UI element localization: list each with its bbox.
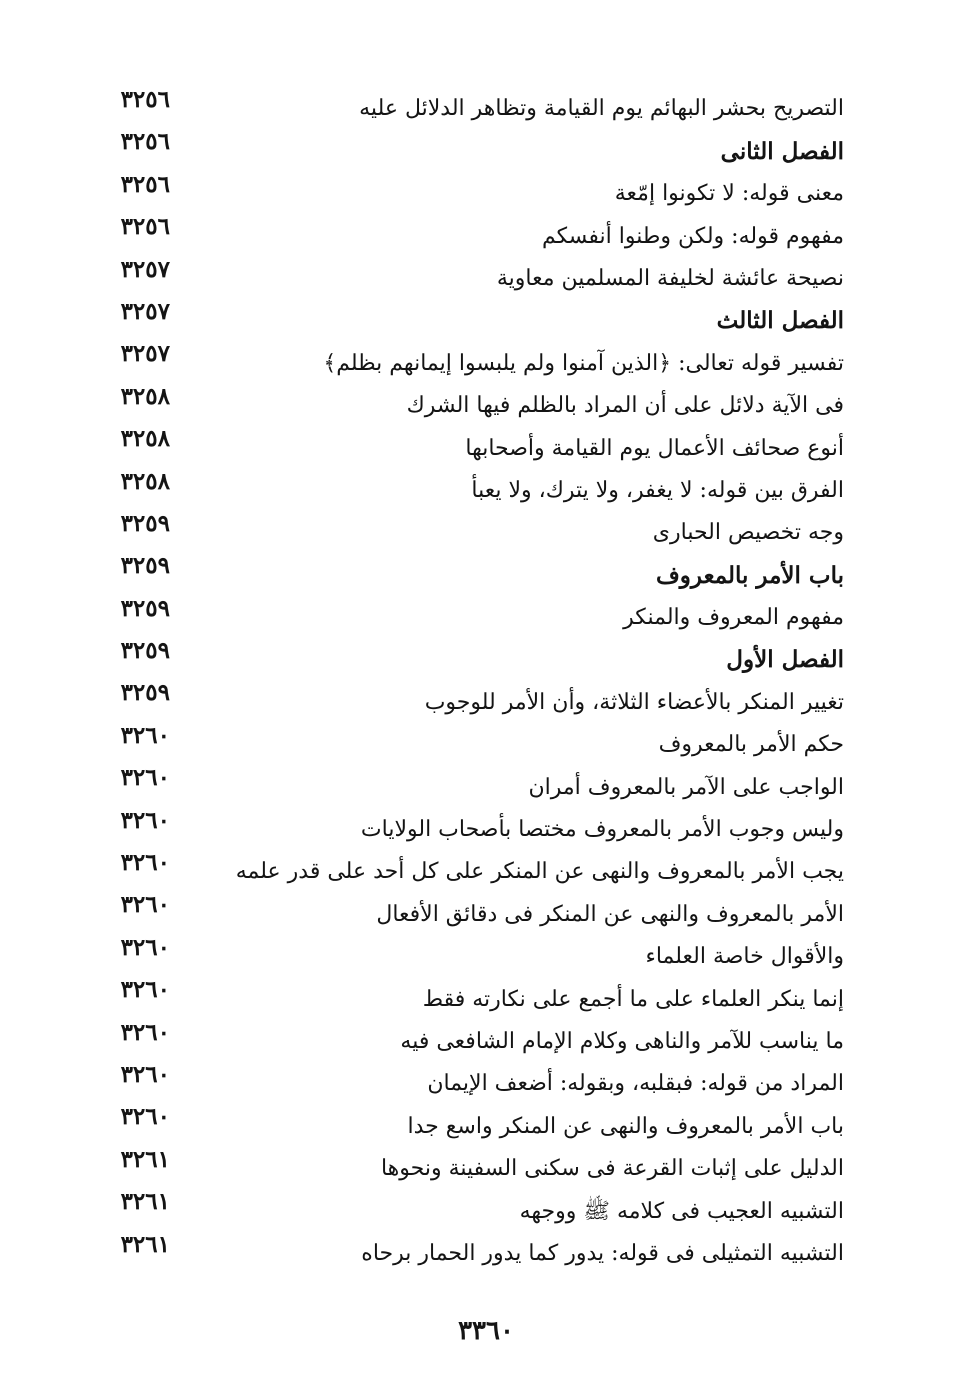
toc-row <box>0 1059 972 1101</box>
toc-entry-title: إنما ينكر العلماء على ما أجمع على نكارته فقط <box>422 986 844 1012</box>
toc-page-number: ٣٢٦٠ <box>120 1018 170 1046</box>
toc-page-number: ٣٢٦٠ <box>120 1060 170 1088</box>
toc-page-number: ٣٢٥٨ <box>120 467 170 495</box>
toc-entry-title: مفهوم قوله: ولكن وطنوا أنفسكم <box>541 223 844 249</box>
toc-entry-title: الأمر بالمعروف والنهى عن المنكر فى دقائق الأفعال <box>376 901 844 927</box>
table-of-contents <box>0 84 972 1271</box>
toc-entry-title: التصريح بحشر البهائم يوم القيامة وتظاهر الدلائل عليه <box>359 96 844 122</box>
toc-entry-title: أنوع صحائف الأعمال يوم القيامة وأصحابها <box>465 435 844 461</box>
toc-page-number: ٣٢٦٠ <box>120 976 170 1004</box>
toc-row <box>0 1101 972 1143</box>
toc-row <box>0 466 972 508</box>
toc-row <box>0 635 972 677</box>
toc-row <box>0 932 972 974</box>
toc-row <box>0 550 972 592</box>
toc-entry-title: ما يناسب للآمر والناهى وكلام الإمام الشافعى فيه <box>400 1028 844 1054</box>
toc-row <box>0 211 972 253</box>
toc-entry-title: الواجب على الآمر بالمعروف أمران <box>528 774 844 800</box>
toc-page-number: ٣٢٥٩ <box>120 594 170 622</box>
toc-page-number: ٣٢٦١ <box>120 1145 170 1173</box>
toc-row <box>0 805 972 847</box>
toc-row <box>0 677 972 719</box>
toc-entry-title: الفرق بين قوله: لا يغفر، ولا يترك، ولا يعبأ <box>471 477 844 503</box>
toc-entry-title: وجه تخصيص الحبارى <box>652 520 844 546</box>
toc-row <box>0 169 972 211</box>
toc-page-number: ٣٢٦٠ <box>120 806 170 834</box>
toc-page-number: ٣٢٦٠ <box>120 764 170 792</box>
toc-section-heading: باب الأمر بالمعروف <box>655 561 844 589</box>
toc-row <box>0 1229 972 1271</box>
toc-page-number: ٣٢٥٦ <box>120 128 170 156</box>
toc-entry-title: تغيير المنكر بالأعضاء الثلاثة، وأن الأمر للوجوب <box>424 689 844 715</box>
toc-row <box>0 1186 972 1228</box>
toc-page-number: ٣٢٦٠ <box>120 891 170 919</box>
toc-section-heading: الفصل الأول <box>726 646 844 674</box>
toc-page-number: ٣٢٦٠ <box>120 1103 170 1131</box>
toc-section-heading: الفصل الثانى <box>720 137 844 165</box>
toc-entry-title: المراد من قوله: فبقلبه، وبقوله: أضعف الإيمان <box>427 1071 844 1097</box>
toc-row <box>0 974 972 1016</box>
toc-page-number: ٣٢٦١ <box>120 1188 170 1216</box>
toc-row <box>0 720 972 762</box>
toc-page-number: ٣٢٥٧ <box>120 255 170 283</box>
toc-row <box>0 254 972 296</box>
toc-row <box>0 381 972 423</box>
toc-page-number: ٣٢٥٩ <box>120 509 170 537</box>
toc-row <box>0 762 972 804</box>
toc-page-number: ٣٢٦١ <box>120 1230 170 1258</box>
toc-page-number: ٣٢٥٧ <box>120 297 170 325</box>
toc-page-number: ٣٢٥٩ <box>120 637 170 665</box>
toc-row <box>0 126 972 168</box>
toc-entry-title: حكم الأمر بالمعروف <box>658 732 844 758</box>
toc-row <box>0 508 972 550</box>
toc-row <box>0 847 972 889</box>
toc-row <box>0 889 972 931</box>
toc-page-number: ٣٢٦٠ <box>120 849 170 877</box>
toc-entry-title: فى الآية دلائل على أن المراد بالظلم فيها الشرك <box>406 393 844 419</box>
toc-entry-title: الدليل على إثبات القرعة فى سكنى السفينة ونحوها <box>380 1156 844 1182</box>
toc-page-number: ٣٢٥٩ <box>120 679 170 707</box>
toc-row <box>0 423 972 465</box>
toc-row <box>0 593 972 635</box>
page-number: ٣٣٦٠ <box>458 1316 514 1346</box>
toc-entry-title: مفهوم المعروف والمنكر <box>623 605 844 631</box>
toc-page-number: ٣٢٥٨ <box>120 382 170 410</box>
toc-page-number: ٣٢٥٧ <box>120 340 170 368</box>
toc-row <box>0 1144 972 1186</box>
toc-page-number: ٣٢٥٦ <box>120 213 170 241</box>
toc-entry-title: والأقوال خاصة العلماء <box>645 944 844 970</box>
toc-entry-title: باب الأمر بالمعروف والنهى عن المنكر واسع جدا <box>407 1113 844 1139</box>
toc-page-number: ٣٢٦٠ <box>120 933 170 961</box>
toc-entry-title: نصيحة عائشة لخليفة المسلمين معاوية <box>496 265 844 291</box>
toc-page-number: ٣٢٦٠ <box>120 721 170 749</box>
toc-row <box>0 1017 972 1059</box>
toc-entry-title: وليس وجوب الأمر بالمعروف مختصا بأصحاب الولايات <box>360 817 844 843</box>
toc-page-number: ٣٢٥٨ <box>120 425 170 453</box>
toc-row <box>0 296 972 338</box>
toc-entry-title: يجب الأمر بالمعروف والنهى عن المنكر على كل أحد على قدر علمه <box>235 859 844 885</box>
toc-page-number: ٣٢٥٦ <box>120 86 170 113</box>
toc-entry-title: معنى قوله: لا تكونوا إمّعة <box>614 181 844 207</box>
toc-entry-title: تفسير قوله تعالى: ﴿الذين آمنوا ولم يلبسوا إيمانهم بظلم﴾ <box>323 350 844 376</box>
toc-page-number: ٣٢٥٩ <box>120 552 170 580</box>
toc-entry-title: التشبيه العجيب فى كلامه ﷺ ووجهه <box>519 1198 844 1224</box>
toc-section-heading: الفصل الثالث <box>716 307 844 335</box>
toc-entry-title: التشبيه التمثيلى فى قوله: يدور كما يدور الحمار برحاه <box>361 1240 844 1266</box>
toc-row <box>0 84 972 126</box>
toc-row <box>0 338 972 380</box>
toc-page-number: ٣٢٥٦ <box>120 170 170 198</box>
